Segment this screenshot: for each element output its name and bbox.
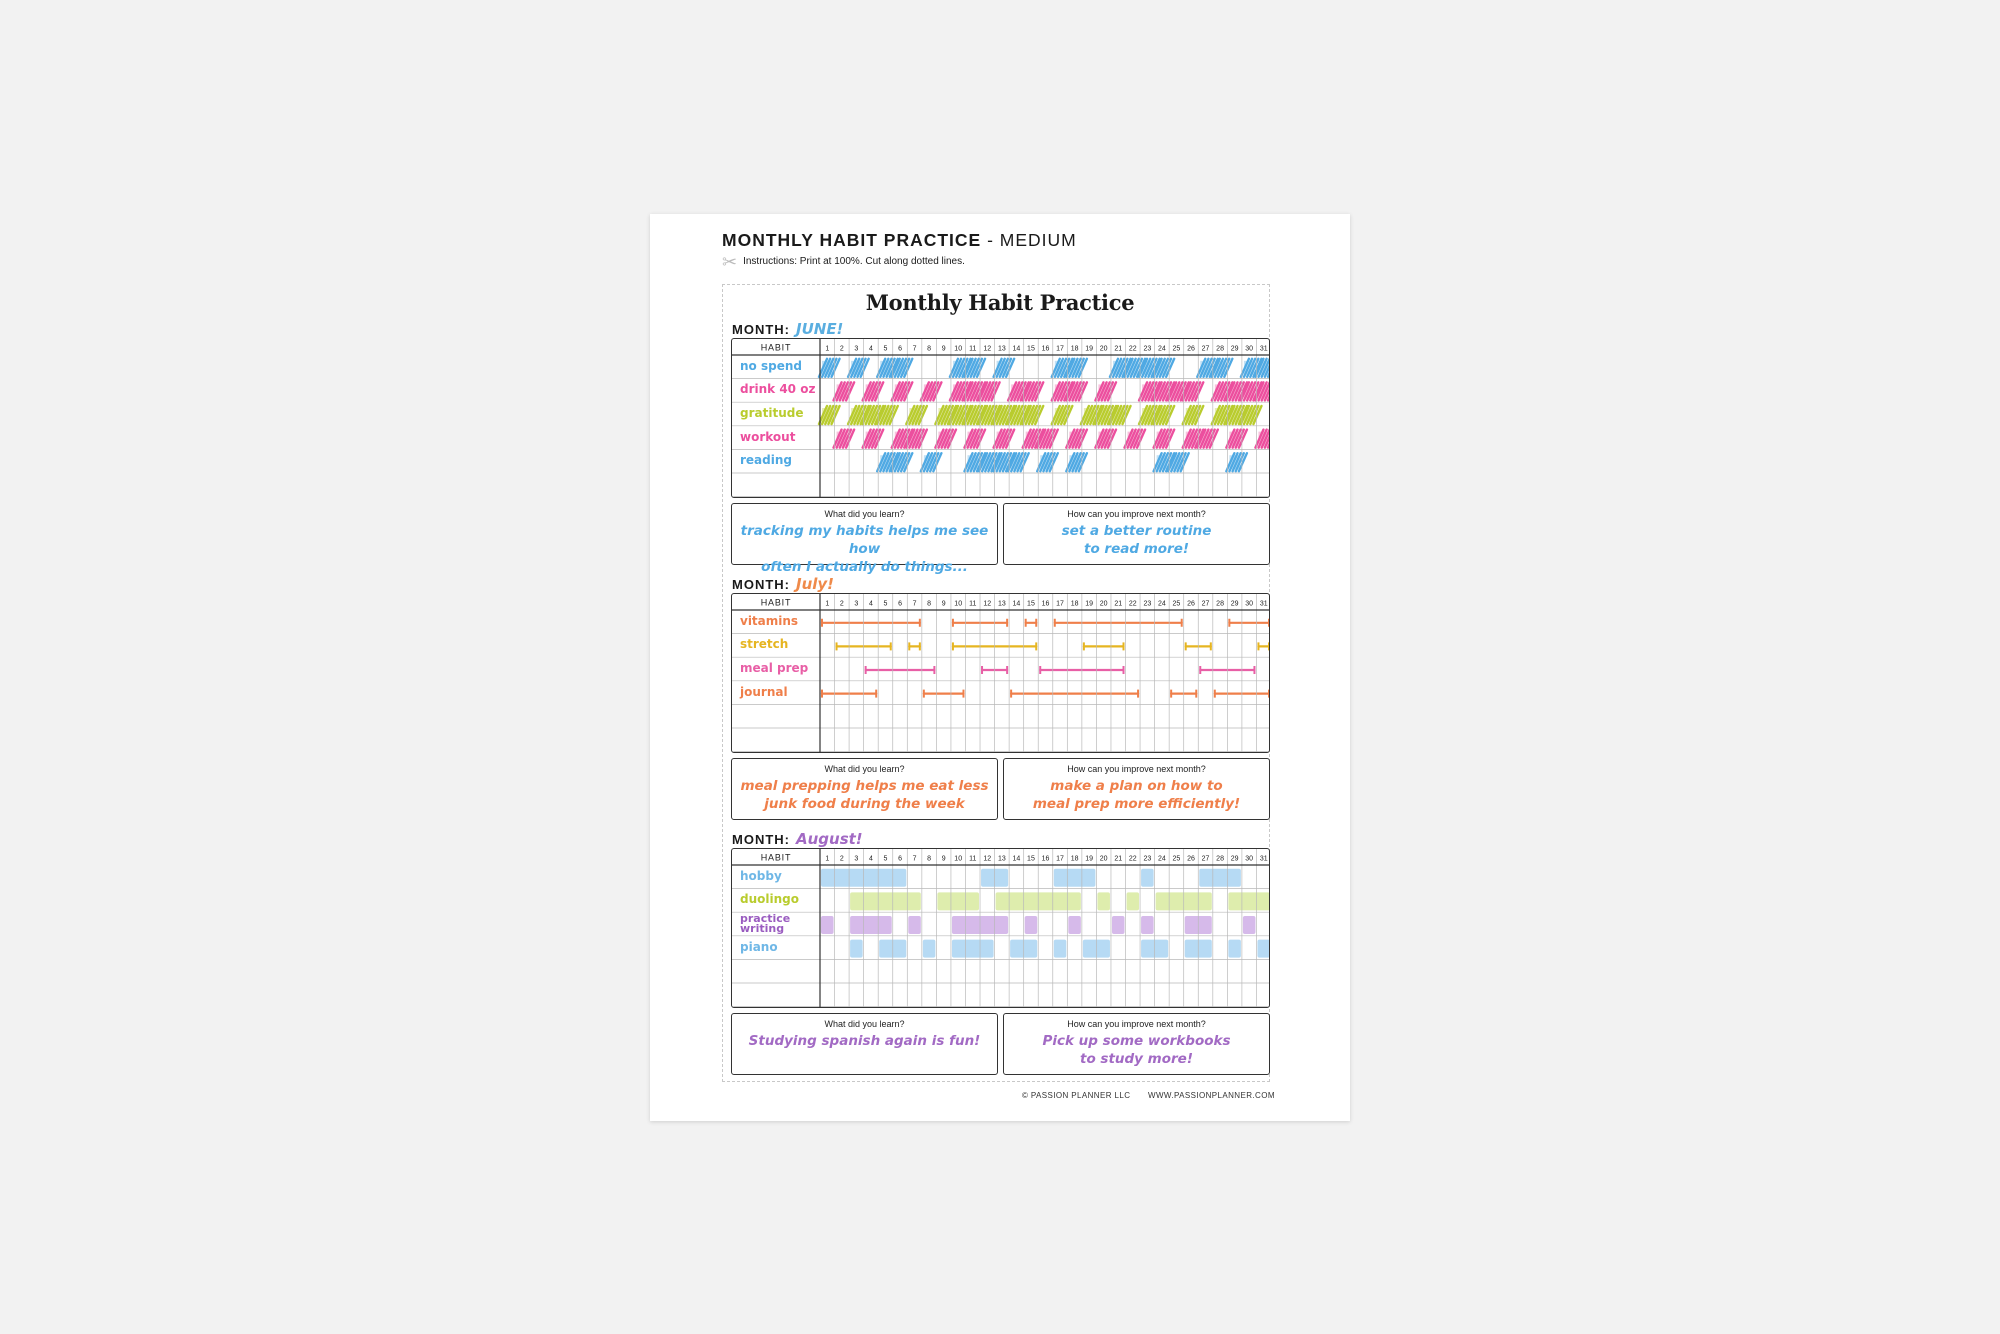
day-number: 25 [1172, 345, 1181, 353]
habit-name: journal [740, 684, 788, 699]
learn-answer: meal prepping helps me eat less junk food during the week [740, 778, 989, 812]
scissors-icon: ✂ [722, 251, 738, 272]
day-number: 7 [912, 345, 917, 353]
habit-mark [1052, 406, 1073, 424]
day-number: 10 [954, 345, 963, 353]
month-value: August! [796, 830, 863, 848]
habit-range-line [1258, 642, 1269, 650]
habit-mark [1066, 359, 1087, 377]
improve-question: How can you improve next month? [1067, 509, 1206, 519]
day-number: 28 [1216, 600, 1224, 608]
day-number: 10 [954, 855, 963, 863]
habit-range-line [924, 690, 964, 698]
habit-mark [892, 382, 913, 400]
habit-mark [1125, 430, 1146, 448]
habit-mark [834, 382, 855, 400]
learn-question: What did you learn? [824, 764, 905, 774]
day-number: 23 [1143, 345, 1152, 353]
habit-highlight [850, 892, 921, 910]
habit-mark [834, 430, 855, 448]
day-number: 25 [1172, 600, 1181, 608]
habit-mark [892, 453, 913, 471]
habit-mark [921, 382, 942, 400]
habit-mark [906, 430, 927, 448]
habit-mark [979, 382, 1000, 400]
day-number: 17 [1056, 345, 1064, 353]
habit-range-line [822, 619, 920, 627]
habit-name: workout [740, 429, 796, 444]
grid-svg [732, 339, 1270, 498]
habit-mark [819, 406, 840, 424]
day-number: 5 [883, 345, 888, 353]
day-number: 19 [1085, 600, 1094, 608]
day-number: 1 [825, 600, 830, 608]
habit-range-line [909, 642, 920, 650]
habit-grid [731, 848, 1270, 1008]
habit-highlight [1257, 940, 1270, 958]
day-number: 13 [997, 855, 1006, 863]
habit-column-header: HABIT [760, 342, 792, 353]
day-number: 3 [854, 855, 859, 863]
day-number: 22 [1128, 345, 1137, 353]
website: WWW.PASSIONPLANNER.COM [1148, 1091, 1275, 1100]
habit-mark [1066, 382, 1087, 400]
habit-name: drink 40 oz [740, 382, 816, 397]
day-number: 12 [983, 345, 992, 353]
habit-name: reading [740, 453, 792, 468]
habit-mark [1197, 430, 1218, 448]
month-label: MONTH: JUNE! [732, 320, 844, 338]
habit-column-header: HABIT [760, 597, 792, 608]
improve-answer: make a plan on how to meal prep more efficiently! [1032, 778, 1241, 812]
day-number: 19 [1085, 855, 1094, 863]
habit-mark [1023, 406, 1044, 424]
day-number: 18 [1070, 855, 1079, 863]
day-number: 30 [1245, 345, 1254, 353]
day-number: 14 [1012, 345, 1021, 353]
habit-highlight [1228, 892, 1270, 910]
day-number: 26 [1187, 345, 1195, 353]
learn-answer: tracking my habits helps me see how often I actually do things... [740, 523, 989, 575]
improve-question: How can you improve next month? [1067, 1019, 1206, 1029]
day-number: 9 [941, 600, 946, 608]
day-number: 26 [1187, 600, 1195, 608]
habit-range-line [1229, 619, 1269, 627]
main-title: Monthly Habit Practice [865, 290, 1135, 315]
day-number: 20 [1099, 855, 1108, 863]
habit-mark [1008, 453, 1029, 471]
day-number: 21 [1114, 345, 1123, 353]
month-value: JUNE! [796, 320, 844, 338]
day-number: 12 [983, 600, 992, 608]
habit-mark [863, 430, 884, 448]
habit-highlight [1054, 869, 1096, 887]
habit-highlight [1141, 869, 1154, 887]
day-number: 16 [1041, 600, 1050, 608]
habit-name: stretch [740, 637, 789, 652]
learn-box [731, 758, 998, 820]
document-title: MONTHLY HABIT PRACTICE - MEDIUM [722, 230, 1077, 250]
habit-mark [1226, 430, 1247, 448]
day-number: 11 [969, 600, 977, 608]
improve-box [1003, 1013, 1270, 1075]
grid-svg [732, 849, 1270, 1008]
habit-mark [1037, 453, 1058, 471]
learn-answer: Studying spanish again is fun! [748, 1033, 981, 1049]
habit-highlight [850, 916, 892, 934]
instructions: ✂ Instructions: Print at 100%. Cut along dotted lines. [722, 251, 965, 272]
day-number: 18 [1070, 600, 1079, 608]
habit-mark [994, 359, 1015, 377]
day-number: 27 [1201, 855, 1210, 863]
habit-mark [819, 359, 840, 377]
month-value: July! [796, 575, 835, 593]
day-number: 31 [1259, 855, 1268, 863]
day-number: 25 [1172, 855, 1181, 863]
habit-mark [935, 430, 956, 448]
habit-highlight [850, 940, 863, 958]
habit-mark [1037, 430, 1058, 448]
day-number: 21 [1114, 600, 1123, 608]
habit-name: gratitude [740, 406, 804, 420]
habit-highlight [1112, 916, 1125, 934]
learn-question: What did you learn? [824, 1019, 905, 1029]
day-number: 17 [1056, 855, 1064, 863]
habit-highlight [908, 916, 921, 934]
habit-mark [1095, 382, 1116, 400]
month-label: MONTH: August! [732, 830, 863, 848]
day-number: 24 [1157, 855, 1166, 863]
day-number: 8 [927, 855, 932, 863]
habit-mark [1095, 430, 1116, 448]
habit-highlight [1025, 916, 1038, 934]
habit-name: hobby [740, 868, 782, 883]
day-number: 15 [1027, 855, 1035, 863]
habit-name: vitamins [740, 613, 799, 628]
day-number: 14 [1012, 600, 1021, 608]
habit-mark [906, 406, 927, 424]
habit-name: meal prep [740, 661, 809, 675]
day-number: 29 [1230, 600, 1239, 608]
habit-highlight [821, 916, 834, 934]
habit-mark [848, 359, 869, 377]
day-number: 13 [997, 345, 1006, 353]
learn-question: What did you learn? [824, 509, 905, 519]
day-number: 11 [969, 855, 977, 863]
habit-highlight [1243, 916, 1256, 934]
day-number: 28 [1216, 855, 1224, 863]
day-number: 7 [912, 600, 917, 608]
day-number: 16 [1041, 345, 1050, 353]
habit-highlight [1068, 916, 1081, 934]
day-number: 29 [1230, 345, 1239, 353]
habit-mark [964, 359, 985, 377]
habit-name: no spend [740, 358, 802, 373]
habit-highlight [1097, 892, 1110, 910]
habit-mark [1023, 382, 1044, 400]
day-number: 22 [1128, 600, 1137, 608]
day-number: 6 [898, 855, 902, 863]
habit-grid [731, 338, 1270, 498]
day-number: 21 [1114, 855, 1123, 863]
habit-mark [921, 453, 942, 471]
improve-answer: Pick up some workbooks to study more! [1042, 1033, 1231, 1067]
habit-mark [1154, 406, 1175, 424]
day-number: 16 [1041, 855, 1050, 863]
habit-mark [1066, 453, 1087, 471]
habit-mark [1241, 406, 1262, 424]
habit-range-line [1055, 619, 1182, 627]
habit-highlight [1141, 916, 1154, 934]
habit-mark [1255, 430, 1270, 448]
day-number: 6 [898, 600, 902, 608]
day-number: 27 [1201, 600, 1210, 608]
copyright: © PASSION PLANNER LLC [1022, 1091, 1131, 1100]
day-number: 8 [927, 600, 932, 608]
habit-mark [1110, 406, 1131, 424]
day-number: 9 [941, 345, 946, 353]
day-number: 17 [1056, 600, 1064, 608]
habit-mark [1212, 359, 1233, 377]
habit-mark [994, 430, 1015, 448]
habit-sheet [650, 214, 1350, 1121]
day-number: 11 [969, 345, 977, 353]
day-number: 15 [1027, 600, 1035, 608]
day-number: 2 [839, 855, 844, 863]
day-number: 24 [1157, 600, 1166, 608]
day-number: 18 [1070, 345, 1079, 353]
day-number: 9 [941, 855, 946, 863]
habit-range-line [1011, 690, 1138, 698]
habit-mark [964, 430, 985, 448]
habit-mark [863, 382, 884, 400]
day-number: 6 [898, 345, 902, 353]
day-number: 1 [825, 855, 830, 863]
day-number: 23 [1143, 855, 1152, 863]
habit-highlight [1054, 940, 1067, 958]
habit-mark [1183, 406, 1204, 424]
day-number: 22 [1128, 855, 1137, 863]
habit-range-line [866, 666, 935, 674]
day-number: 5 [883, 855, 888, 863]
improve-question: How can you improve next month? [1067, 764, 1206, 774]
habit-highlight [952, 940, 994, 958]
habit-mark [1226, 453, 1247, 471]
learn-box [731, 503, 998, 575]
learn-box [731, 1013, 998, 1075]
day-number: 31 [1259, 600, 1268, 608]
habit-range-line [1026, 619, 1037, 627]
habit-mark [1154, 359, 1175, 377]
day-number: 3 [854, 345, 859, 353]
day-number: 28 [1216, 345, 1224, 353]
habit-column-header: HABIT [760, 852, 792, 863]
habit-mark [877, 406, 898, 424]
day-number: 30 [1245, 855, 1254, 863]
day-number: 4 [868, 345, 873, 353]
day-number: 10 [954, 600, 963, 608]
habit-range-line [1084, 642, 1124, 650]
habit-name: practice writing [740, 912, 791, 935]
day-number: 12 [983, 855, 992, 863]
grid-svg [732, 594, 1270, 753]
day-number: 30 [1245, 600, 1254, 608]
habit-highlight [1127, 892, 1140, 910]
improve-box [1003, 503, 1270, 565]
day-number: 4 [868, 855, 873, 863]
day-number: 7 [912, 855, 917, 863]
improve-answer: set a better routine to read more! [1061, 523, 1212, 557]
habit-highlight [1228, 940, 1241, 958]
day-number: 20 [1099, 600, 1108, 608]
day-number: 27 [1201, 345, 1210, 353]
day-number: 19 [1085, 345, 1094, 353]
day-number: 29 [1230, 855, 1239, 863]
day-number: 14 [1012, 855, 1021, 863]
day-number: 2 [839, 345, 844, 353]
day-number: 23 [1143, 600, 1152, 608]
day-number: 26 [1187, 855, 1195, 863]
habit-mark [892, 359, 913, 377]
habit-highlight [937, 892, 979, 910]
habit-mark [1183, 382, 1204, 400]
habit-name: piano [740, 939, 778, 954]
day-number: 31 [1259, 345, 1268, 353]
day-number: 2 [839, 600, 844, 608]
habit-mark [1168, 453, 1189, 471]
day-number: 20 [1099, 345, 1108, 353]
day-number: 24 [1157, 345, 1166, 353]
habit-grid [731, 593, 1270, 753]
day-number: 3 [854, 600, 859, 608]
habit-mark [1066, 430, 1087, 448]
day-number: 4 [868, 600, 873, 608]
day-number: 5 [883, 600, 888, 608]
habit-name: duolingo [740, 892, 799, 907]
habit-highlight [923, 940, 936, 958]
habit-mark [1154, 430, 1175, 448]
improve-box [1003, 758, 1270, 820]
day-number: 13 [997, 600, 1006, 608]
habit-highlight [1199, 869, 1241, 887]
day-number: 15 [1027, 345, 1035, 353]
month-label: MONTH: July! [732, 575, 835, 593]
day-number: 8 [927, 345, 932, 353]
day-number: 1 [825, 345, 830, 353]
